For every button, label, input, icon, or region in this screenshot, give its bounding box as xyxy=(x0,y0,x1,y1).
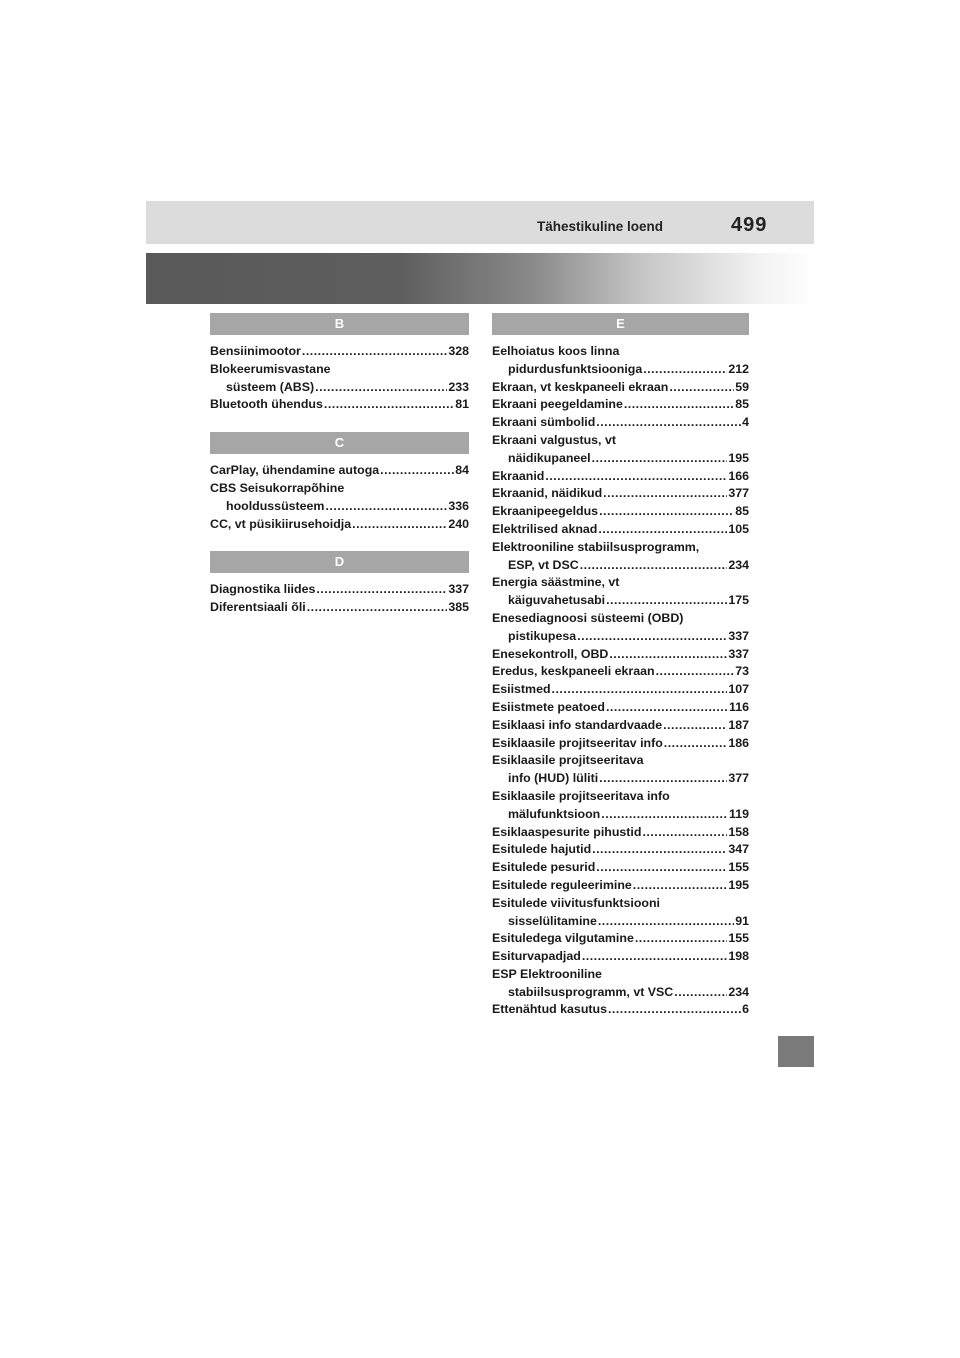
chapter-tab-marker xyxy=(778,1036,814,1067)
index-entry-term: Enesekontroll, OBD xyxy=(492,646,609,661)
dot-leader xyxy=(599,770,727,788)
index-entry xyxy=(210,462,469,480)
index-entry-line xyxy=(492,770,749,788)
header-band xyxy=(146,201,814,244)
index-entry-page: 337 xyxy=(448,582,469,597)
index-entry-term: Esiturvapadjad xyxy=(492,949,581,964)
dot-leader xyxy=(664,735,728,753)
index-entry-page: 107 xyxy=(728,682,749,697)
index-entry-page: 212 xyxy=(728,361,749,376)
index-column-left xyxy=(210,313,469,635)
index-entry xyxy=(492,877,749,895)
dot-leader xyxy=(606,699,728,717)
dot-leader xyxy=(606,592,727,610)
index-entry-line xyxy=(210,498,469,516)
index-entry-line xyxy=(492,824,749,842)
index-entry-page: 328 xyxy=(448,344,469,358)
dot-leader xyxy=(624,396,734,414)
index-entry-line xyxy=(492,984,749,1002)
index-entry-term: Ekraanid, näidikud xyxy=(492,486,603,501)
index-entry xyxy=(492,432,749,468)
index-entry xyxy=(492,343,749,379)
index-entry-page: 158 xyxy=(728,824,749,839)
section-letter-bar: D xyxy=(210,551,469,573)
index-entry-page: 155 xyxy=(728,931,749,946)
index-entry xyxy=(492,574,749,610)
index-entry xyxy=(492,699,749,717)
index-entry xyxy=(492,414,749,432)
index-entry xyxy=(492,895,749,931)
index-entry-line xyxy=(492,414,749,432)
index-entry-page: 59 xyxy=(735,379,749,394)
index-entry-line xyxy=(210,516,469,534)
dot-leader xyxy=(552,681,728,699)
index-entry-page: 385 xyxy=(448,600,469,615)
index-entry-line xyxy=(492,735,749,753)
section-letter-bar: E xyxy=(492,313,749,335)
index-entry-page: 336 xyxy=(448,498,469,513)
index-entry-term: Ekraani sümbolid xyxy=(492,415,596,430)
dot-leader xyxy=(609,646,727,664)
dot-leader xyxy=(601,806,728,824)
index-entry-line xyxy=(492,592,749,610)
index-entry xyxy=(492,663,749,681)
dot-leader xyxy=(315,379,447,397)
index-entry-term: mälufunktsioon xyxy=(508,806,601,821)
index-entry-line xyxy=(492,895,749,913)
index-entry-page: 105 xyxy=(728,521,749,536)
index-entry xyxy=(492,379,749,397)
index-entry xyxy=(492,841,749,859)
index-column-right xyxy=(492,313,749,1019)
index-entry-page: 234 xyxy=(728,984,749,999)
index-entry-line xyxy=(492,752,749,770)
index-entry-line xyxy=(492,663,749,681)
index-entry-page: 85 xyxy=(735,504,749,519)
index-entry-term: pistikupesa xyxy=(508,628,577,643)
index-entry-line xyxy=(492,788,749,806)
dot-leader xyxy=(643,361,727,379)
index-entry-line xyxy=(492,379,749,397)
index-entry-term: Enesediagnoosi süsteemi (OBD) xyxy=(492,610,684,625)
index-entry xyxy=(492,966,749,1002)
index-entry-term: süsteem (ABS) xyxy=(226,379,315,394)
index-entry-term: ESP Elektrooniline xyxy=(492,966,602,981)
dot-leader xyxy=(656,663,735,681)
dot-leader xyxy=(635,930,727,948)
index-entry-term: Esituledega vilgutamine xyxy=(492,931,634,946)
index-entry-page: 337 xyxy=(728,628,749,643)
dot-leader xyxy=(596,414,741,432)
index-entry-line xyxy=(210,462,469,480)
index-entry xyxy=(492,468,749,486)
index-entry-term: Blokeerumisvastane xyxy=(210,361,331,376)
index-entry-term: Esiklaasile projitseeritava xyxy=(492,753,644,768)
index-entry-page: 337 xyxy=(728,646,749,661)
index-entry-line xyxy=(492,646,749,664)
index-entry-line xyxy=(492,503,749,521)
index-entry-term: Ekraani valgustus, vt xyxy=(492,432,616,447)
index-entry-page: 234 xyxy=(728,557,749,572)
index-entry-term: Esitulede hajutid xyxy=(492,842,592,857)
index-entry-line xyxy=(492,432,749,450)
dot-leader xyxy=(324,396,454,414)
index-entry-line xyxy=(210,379,469,397)
index-entry-page: 240 xyxy=(448,516,469,531)
section-letter-bar: C xyxy=(210,432,469,454)
index-entry-line xyxy=(492,877,749,895)
index-entry-line xyxy=(492,841,749,859)
index-entry-line xyxy=(492,396,749,414)
index-entry-term: Esiklaaspesurite pihustid xyxy=(492,824,642,839)
dot-leader xyxy=(603,485,727,503)
dot-leader xyxy=(325,498,447,516)
index-entry-term: CC, vt püsikiirusehoidja xyxy=(210,516,352,531)
dot-leader xyxy=(592,841,727,859)
index-entry-term: hooldussüsteem xyxy=(226,498,325,513)
index-entry-term: Esiklaasile projitseeritav info xyxy=(492,735,663,750)
index-entry-term: Ekraanid xyxy=(492,468,545,483)
index-entry-line xyxy=(492,521,749,539)
index-entry xyxy=(492,539,749,575)
dot-leader xyxy=(633,877,728,895)
index-entry xyxy=(492,396,749,414)
dot-leader xyxy=(599,503,734,521)
index-entry-line xyxy=(492,557,749,575)
index-entry xyxy=(492,735,749,753)
dot-leader xyxy=(580,557,728,575)
index-entry-term: Diferentsiaali õli xyxy=(210,600,306,615)
index-entry xyxy=(210,361,469,397)
index-entry-line xyxy=(492,699,749,717)
index-entry-line xyxy=(492,539,749,557)
index-entry-page: 116 xyxy=(729,699,749,714)
index-entry-page: 73 xyxy=(735,664,749,679)
index-entry-line xyxy=(492,574,749,592)
index-entry-page: 175 xyxy=(728,593,749,608)
index-entry-line xyxy=(492,930,749,948)
index-entry xyxy=(492,1001,749,1019)
index-entry-line xyxy=(492,948,749,966)
index-entry-term: Esiistmete peatoed xyxy=(492,699,605,714)
index-entry xyxy=(492,717,749,735)
index-entry xyxy=(210,599,469,617)
index-entry xyxy=(492,521,749,539)
index-entry-term: Esitulede reguleerimine xyxy=(492,877,632,892)
index-entry-page: 377 xyxy=(728,486,749,501)
index-entry-line xyxy=(492,361,749,379)
dot-leader xyxy=(608,1001,741,1019)
index-entry-line xyxy=(492,343,749,361)
index-entry-term: Esitulede pesurid xyxy=(492,860,596,875)
dot-leader xyxy=(642,824,727,842)
index-entry xyxy=(492,610,749,646)
dot-leader xyxy=(316,581,447,599)
index-entry-page: 233 xyxy=(448,379,469,394)
index-entry-line xyxy=(492,717,749,735)
index-entry xyxy=(492,503,749,521)
dot-leader xyxy=(380,462,454,480)
index-entry xyxy=(210,581,469,599)
dot-leader xyxy=(674,984,727,1002)
dot-leader xyxy=(352,516,447,534)
index-entry-page: 6 xyxy=(742,1002,749,1017)
dot-leader xyxy=(307,599,448,617)
index-entry-term: Elektrooniline stabiilsusprogramm, xyxy=(492,539,700,554)
index-entry-term: ESP, vt DSC xyxy=(508,557,579,572)
index-entry-page: 4 xyxy=(742,415,749,430)
dot-leader xyxy=(577,628,727,646)
index-entry-page: 195 xyxy=(728,450,749,465)
index-entry-page: 347 xyxy=(728,842,749,857)
dot-leader xyxy=(598,913,734,931)
index-entry-page: 195 xyxy=(728,877,749,892)
index-entry xyxy=(492,681,749,699)
page-number: 499 xyxy=(731,214,768,236)
index-entry-list xyxy=(210,462,469,533)
index-entry-page: 155 xyxy=(728,860,749,875)
index-entry-term: Esiistmed xyxy=(492,682,551,697)
index-entry xyxy=(210,480,469,516)
index-entry-term: info (HUD) lüliti xyxy=(508,771,599,786)
index-entry-list xyxy=(210,581,469,617)
index-entry-term: käiguvahetusabi xyxy=(508,593,606,608)
index-entry-line xyxy=(492,681,749,699)
index-entry-page: 198 xyxy=(728,949,749,964)
index-entry-line xyxy=(492,450,749,468)
index-entry-page: 187 xyxy=(728,717,749,732)
index-entry-line xyxy=(210,581,469,599)
index-entry-term: Bensiinimootor xyxy=(210,344,301,358)
index-entry-list xyxy=(210,343,469,414)
index-entry-term: Ekraanipeegeldus xyxy=(492,504,599,519)
index-entry-page: 119 xyxy=(729,806,749,821)
index-entry-page: 85 xyxy=(735,397,749,412)
index-entry-term: Energia säästmine, vt xyxy=(492,575,620,590)
index-entry-line xyxy=(492,485,749,503)
index-entry-term: Ettenähtud kasutus xyxy=(492,1002,607,1017)
index-entry-term: Esiklaasi info standardvaade xyxy=(492,717,663,732)
index-entry-page: 377 xyxy=(728,771,749,786)
index-entry-term: Esitulede viivitusfunktsiooni xyxy=(492,895,660,910)
index-entry-term: Diagnostika liides xyxy=(210,582,316,597)
index-entry-term: Eredus, keskpaneeli ekraan xyxy=(492,664,655,679)
index-entry-term: pidurdusfunktsiooniga xyxy=(508,361,643,376)
index-entry-line xyxy=(492,610,749,628)
dot-leader xyxy=(592,450,728,468)
index-entry-term: stabiilsusprogramm, vt VSC xyxy=(508,984,674,999)
index-entry-term: Ekraan, vt keskpaneeli ekraan xyxy=(492,379,669,394)
decorative-gradient-band xyxy=(146,253,814,304)
index-entry-page: 81 xyxy=(455,397,469,412)
index-entry-line xyxy=(492,1001,749,1019)
index-entry-line xyxy=(492,628,749,646)
index-entry-term: sisselülitamine xyxy=(508,913,597,928)
index-entry-term: Elektrilised aknad xyxy=(492,521,598,536)
index-entry-line xyxy=(210,480,469,498)
index-entry-page: 84 xyxy=(455,463,469,478)
index-entry xyxy=(492,788,749,824)
section-letter-bar: B xyxy=(210,313,469,335)
index-entry-line xyxy=(492,468,749,486)
dot-leader xyxy=(582,948,727,966)
index-entry-line xyxy=(492,913,749,931)
index-entry-term: Eelhoiatus koos linna xyxy=(492,344,620,358)
dot-leader xyxy=(598,521,727,539)
index-entry-term: Esiklaasile projitseeritava info xyxy=(492,788,670,803)
dot-leader xyxy=(302,343,447,361)
index-entry-line xyxy=(492,966,749,984)
index-entry xyxy=(492,485,749,503)
index-entry xyxy=(492,646,749,664)
index-entry-page: 91 xyxy=(735,913,749,928)
index-entry-line xyxy=(210,396,469,414)
index-entry-line xyxy=(492,806,749,824)
dot-leader xyxy=(663,717,727,735)
index-entry xyxy=(492,930,749,948)
index-entry-term: CarPlay, ühendamine autoga xyxy=(210,463,380,478)
index-entry-list xyxy=(492,343,749,1019)
dot-leader xyxy=(669,379,734,397)
index-entry-line xyxy=(210,361,469,379)
index-entry xyxy=(210,396,469,414)
section-title: Tähestikuline loend xyxy=(537,219,664,234)
dot-leader xyxy=(545,468,727,486)
index-entry-line xyxy=(210,599,469,617)
index-entry xyxy=(492,859,749,877)
index-entry-page: 166 xyxy=(728,468,749,483)
index-entry xyxy=(210,343,469,361)
index-entry-term: CBS Seisukorrapõhine xyxy=(210,480,345,495)
index-entry xyxy=(492,948,749,966)
index-entry-term: Bluetooth ühendus xyxy=(210,397,323,412)
index-entry-line xyxy=(210,343,469,361)
index-entry-term: Ekraani peegeldamine xyxy=(492,397,623,412)
index-entry-page: 186 xyxy=(728,735,749,750)
index-entry xyxy=(492,824,749,842)
dot-leader xyxy=(596,859,727,877)
index-entry xyxy=(492,752,749,788)
index-entry-line xyxy=(492,859,749,877)
index-entry xyxy=(210,516,469,534)
index-entry-term: näidikupaneel xyxy=(508,450,591,465)
